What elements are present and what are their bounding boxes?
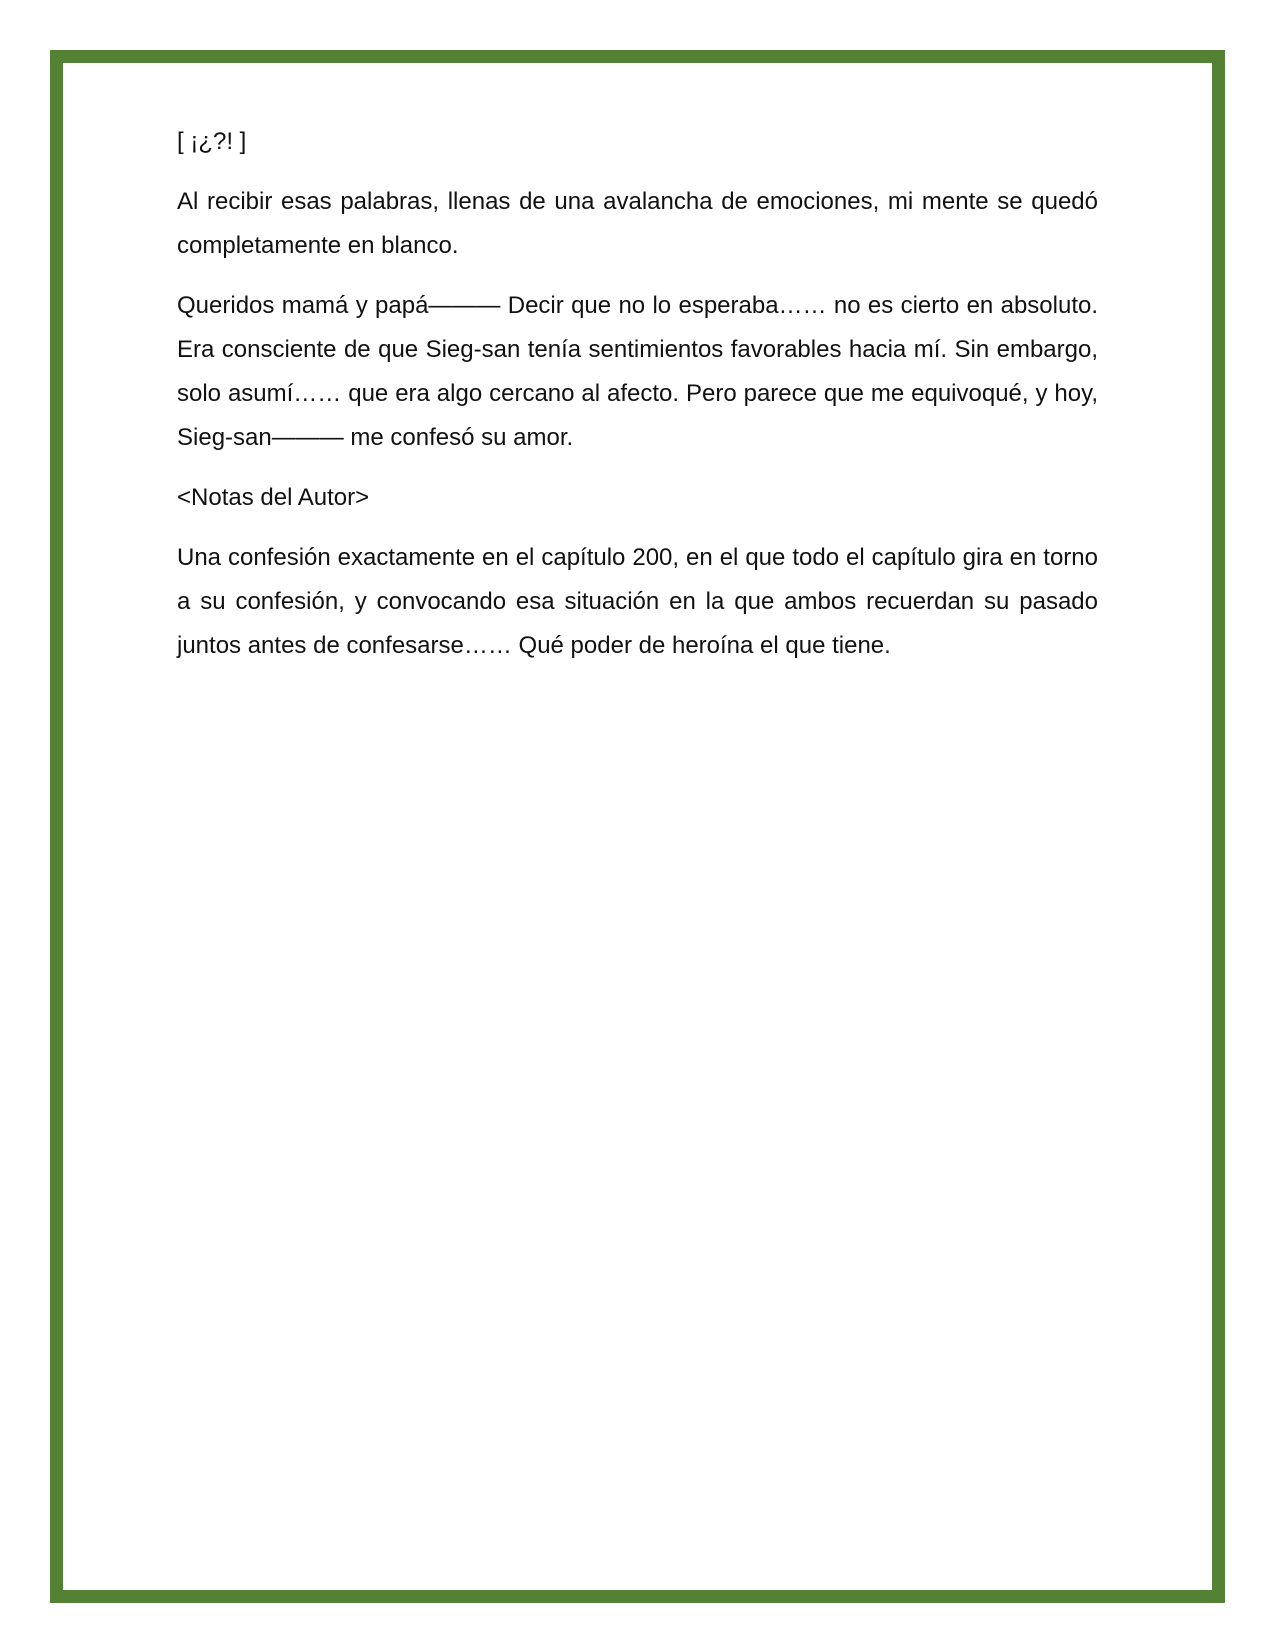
author-notes-paragraph: Una confesión exactamente en el capítulo 200, en el que todo el capítulo gira en torno a su confesión, y convocando esa situación en la que ambos recuerdan su pasado juntos antes de confesarse…… Qué poder de heroína el que tiene. — [177, 544, 1098, 659]
paragraph: Al recibir esas palabras, llenas de una avalancha de emociones, mi mente se quedó completamente en blanco. — [177, 188, 1098, 259]
exclamation-line: [ ¡¿?! ] — [177, 128, 247, 155]
author-notes-heading: <Notas del Autor> — [177, 484, 370, 511]
page-body — [177, 120, 1098, 684]
paragraph: Queridos mamá y papá——— Decir que no lo esperaba…… no es cierto en absoluto. Era consciente de que Sieg-san tenía sentimientos favorables hacia mí. Sin embargo, solo asumí…… que era algo cercano al afecto. Pero parece que me equivoqué, y hoy, Sieg-san——— me confesó su amor. — [177, 292, 1098, 451]
